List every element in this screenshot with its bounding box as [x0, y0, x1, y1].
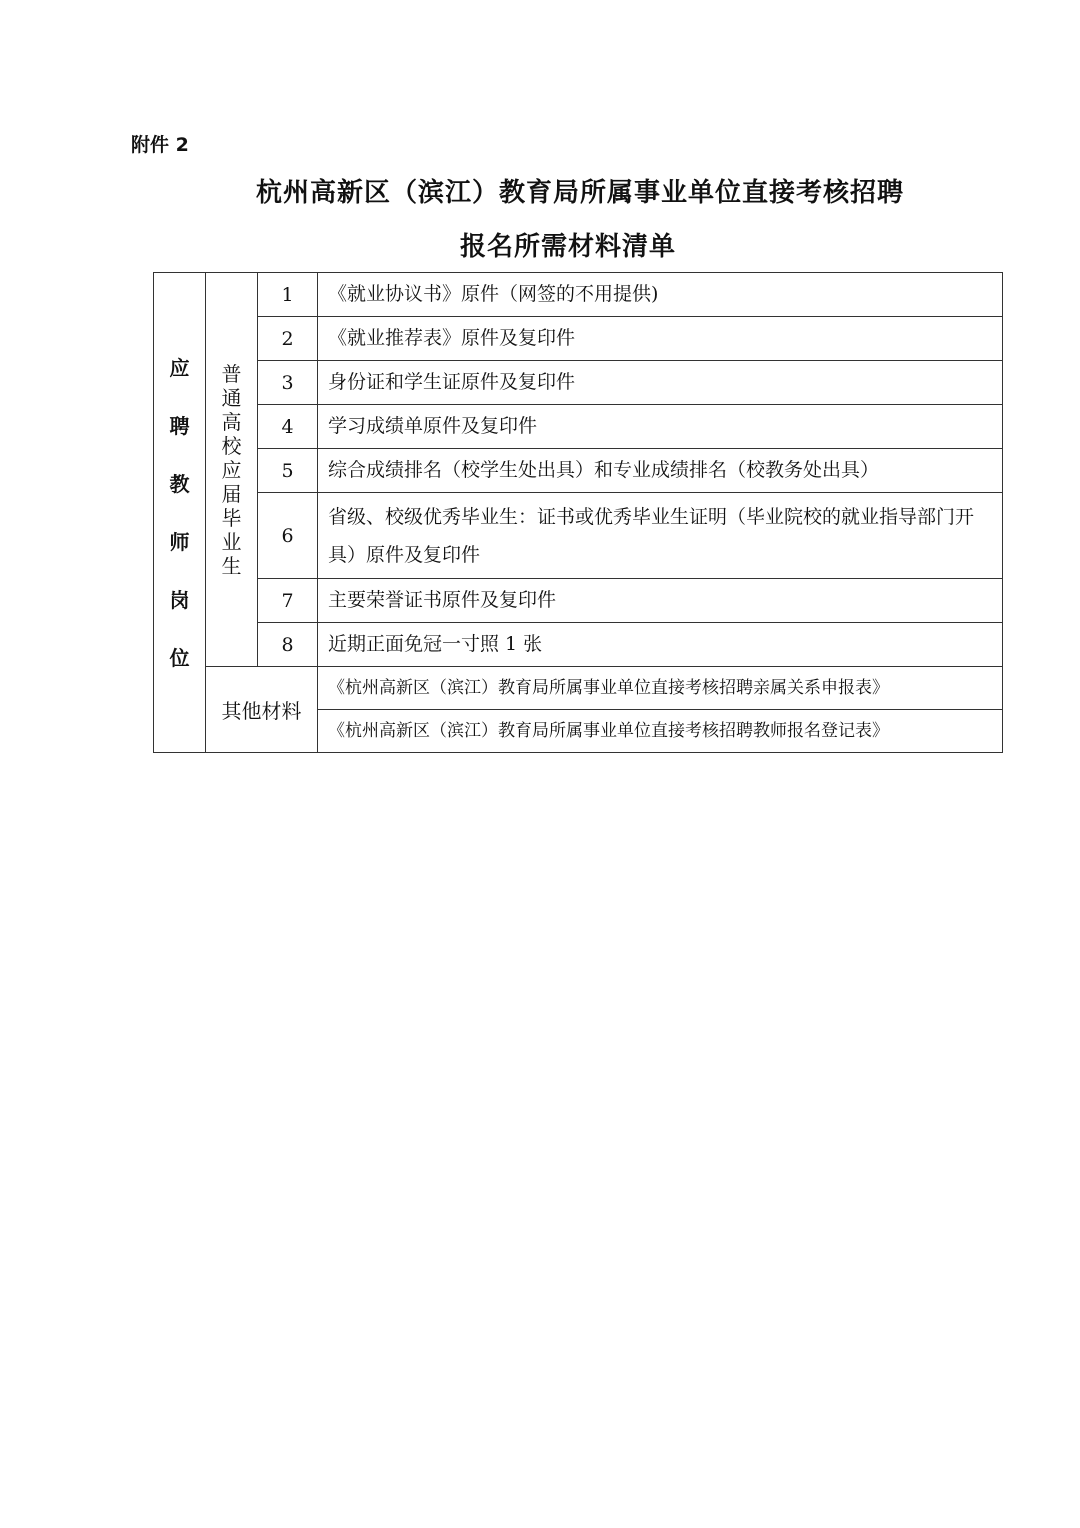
table-row — [154, 449, 1003, 493]
item-text: 《就业推荐表》原件及复印件 — [318, 317, 1003, 361]
item-text: 身份证和学生证原件及复印件 — [318, 361, 1003, 405]
item-number: 5 — [258, 449, 318, 493]
role-char: 位 — [169, 645, 190, 670]
role-cell — [154, 273, 206, 753]
item-number: 2 — [258, 317, 318, 361]
role-char: 聘 — [169, 413, 190, 438]
other-materials-label: 其他材料 — [206, 667, 318, 753]
document-title: 杭州高新区（滨江）教育局所属事业单位直接考核招聘 — [255, 178, 904, 208]
role-char: 教 — [169, 471, 190, 496]
group-char: 业 — [221, 529, 242, 554]
role-char: 师 — [169, 529, 190, 554]
table-row — [154, 623, 1003, 667]
other-item-text: 《杭州高新区（滨江）教育局所属事业单位直接考核招聘亲属关系申报表》 — [318, 667, 1003, 710]
table-row — [154, 317, 1003, 361]
item-text: 《就业协议书》原件（网签的不用提供) — [318, 273, 1003, 317]
item-number: 3 — [258, 361, 318, 405]
group-char: 校 — [221, 433, 242, 458]
role-char: 岗 — [169, 587, 190, 612]
item-number: 8 — [258, 623, 318, 667]
table-row — [154, 405, 1003, 449]
item-text: 学习成绩单原件及复印件 — [318, 405, 1003, 449]
group-char: 通 — [221, 385, 242, 410]
table-row — [154, 579, 1003, 623]
item-number: 6 — [258, 493, 318, 579]
group-char: 生 — [221, 553, 242, 578]
item-number: 7 — [258, 579, 318, 623]
item-text: 省级、校级优秀毕业生：证书或优秀毕业生证明（毕业院校的就业指导部门开具）原件及复印件 — [318, 493, 1003, 579]
group-char: 高 — [221, 409, 242, 434]
table-row — [154, 361, 1003, 405]
table-row — [154, 493, 1003, 579]
group-char: 普 — [221, 361, 242, 386]
attachment-label: 附件 2 — [131, 134, 189, 156]
group-char: 届 — [221, 481, 242, 506]
item-text: 近期正面免冠一寸照 1 张 — [318, 623, 1003, 667]
role-char: 应 — [169, 355, 190, 380]
item-text: 综合成绩排名（校学生处出具）和专业成绩排名（校教务处出具） — [318, 449, 1003, 493]
materials-table — [153, 272, 1003, 753]
other-item-text: 《杭州高新区（滨江）教育局所属事业单位直接考核招聘教师报名登记表》 — [318, 710, 1003, 753]
item-number: 4 — [258, 405, 318, 449]
item-text: 主要荣誉证书原件及复印件 — [318, 579, 1003, 623]
item-number: 1 — [258, 273, 318, 317]
table-row — [154, 273, 1003, 317]
document-subtitle: 报名所需材料清单 — [459, 232, 676, 262]
group-char: 毕 — [221, 505, 242, 530]
table-row — [154, 667, 1003, 710]
group-char: 应 — [221, 457, 242, 482]
group-cell — [206, 273, 258, 667]
